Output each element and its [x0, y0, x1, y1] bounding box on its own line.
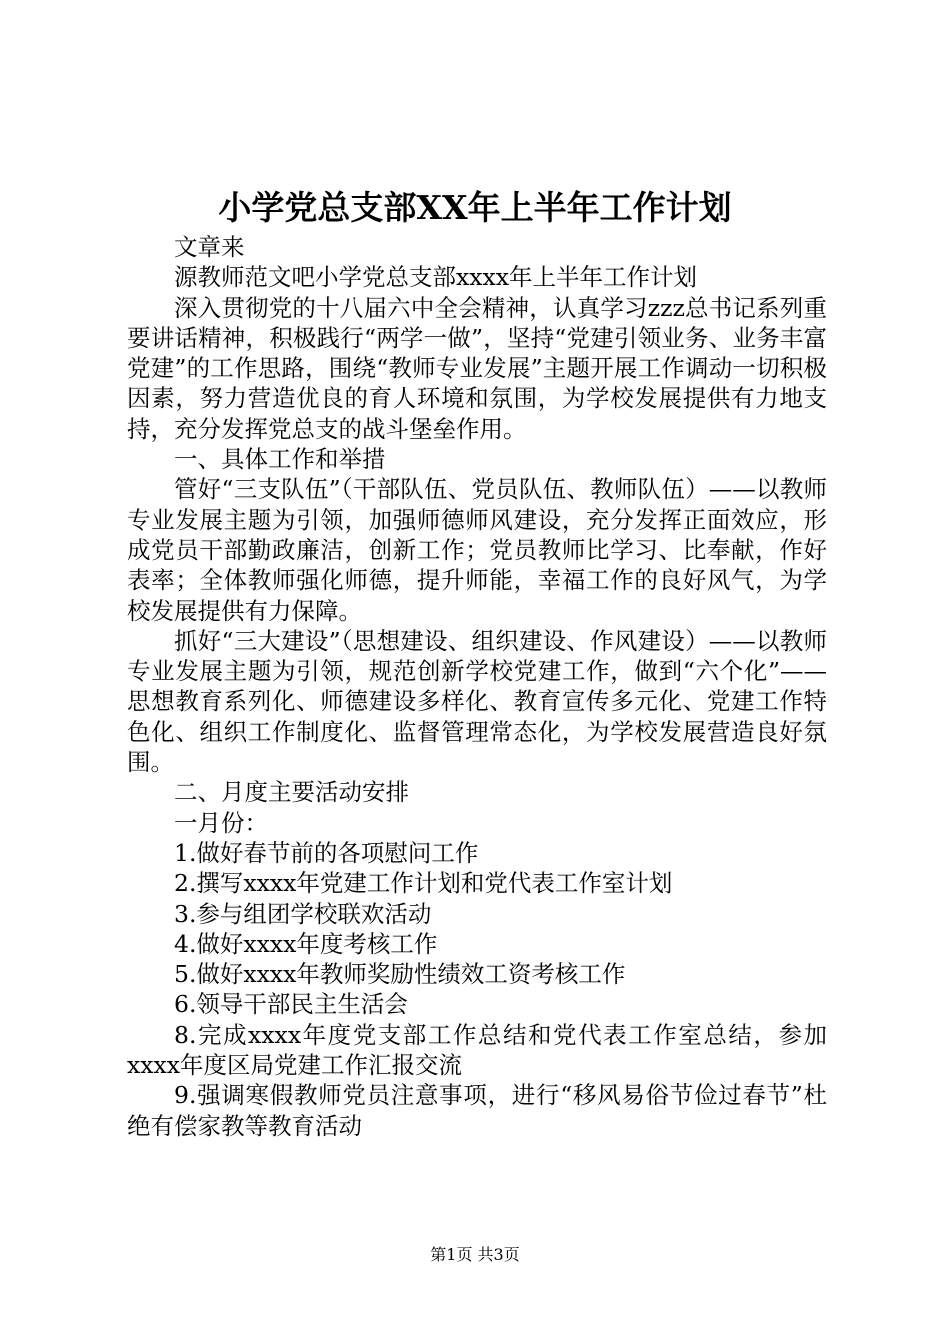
list-item: 3.参与组团学校联欢活动	[174, 899, 432, 928]
paragraph: 抓好“三大建设”（思想建设、组织建设、作风建设）——以教师专业发展主题为引领，规范创新学校党建工作，做到“六个化”——思想教育系列化、师德建设多样化、教育宣传多元化、党建工作特色化、组织工作制度化、监督管理常态化，为学校发展营造良好氛围。	[127, 626, 827, 777]
list-item: 5.做好xxxx年教师奖励性绩效工资考核工作	[174, 960, 626, 989]
paragraph: 源教师范文吧小学党总支部xxxx年上半年工作计划	[174, 263, 698, 292]
document-body	[127, 232, 827, 1141]
section-heading: 一、具体工作和举措	[174, 445, 386, 474]
paragraph: 深入贯彻党的十八届六中全会精神，认真学习zzz总书记系列重要讲话精神，积极践行“两学一做”，坚持“党建引领业务、业务丰富党建”的工作思路，围绕“教师专业发展”主题开展工作调动一切积极因素，努力营造优良的育人环境和氛围，为学校发展提供有力地支持，充分发挥党总支的战斗堡垒作用。	[127, 293, 827, 443]
section-heading: 二、月度主要活动安排	[174, 778, 409, 807]
month-heading: 一月份：	[174, 808, 268, 837]
list-item: 1.做好春节前的各项慰问工作	[174, 838, 479, 867]
list-item: 2.撰写xxxx年党建工作计划和党代表工作室计划	[174, 869, 673, 898]
page-footer: 第1页 共3页	[430, 1245, 520, 1264]
list-item: 6.领导干部民主生活会	[174, 990, 408, 1019]
list-item: 4.做好xxxx年度考核工作	[174, 929, 438, 958]
paragraph: 管好“三支队伍”（干部队伍、党员队伍、教师队伍）——以教师专业发展主题为引领，加强师德师风建设，充分发挥正面效应，形成党员干部勤政廉洁，创新工作；党员教师比学习、比奉献，作好表率；全体教师强化师德，提升师能，幸福工作的良好风气，为学校发展提供有力保障。	[127, 475, 827, 625]
list-item: 8.完成xxxx年度党支部工作总结和党代表工作室总结，参加xxxx年度区局党建工作汇报交流	[127, 1020, 827, 1080]
paragraph: 文章来	[174, 233, 245, 261]
document-title: 小学党总支部XX年上半年工作计划	[218, 188, 732, 227]
list-item: 9.强调寒假教师党员注意事项，进行“移风易俗节俭过春节”杜绝有偿家教等教育活动	[127, 1081, 827, 1140]
